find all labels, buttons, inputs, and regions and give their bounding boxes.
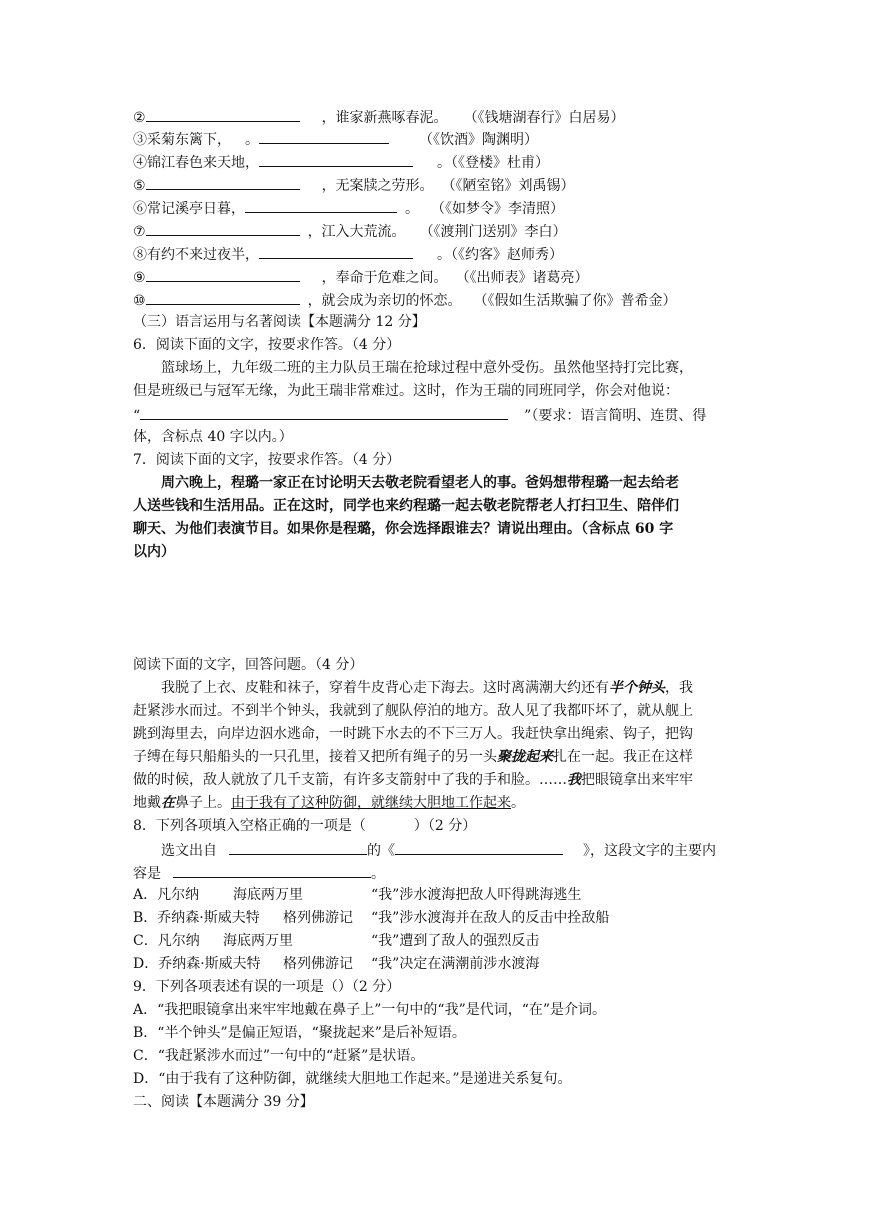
passage-text: 扎在一起。我正在这样 [553, 749, 693, 765]
open-quote: “ [133, 408, 141, 424]
q9-title: 9．下列各项表述有误的一项是（）（2 分） [133, 979, 401, 995]
poem-line-5 [133, 174, 575, 196]
poem-line-3 [133, 128, 538, 150]
poem-prefix: ④锦江春色来天地， [133, 155, 259, 171]
answer-blank[interactable] [146, 289, 300, 305]
poem-line-9 [133, 266, 589, 288]
passage-line-4 [133, 747, 693, 767]
passage-text: 我脱了上衣、皮鞋和袜子，穿着牛皮背心走下海去。这时离满潮大约还有 [161, 680, 609, 696]
poem-prefix: ⑨ [133, 270, 146, 286]
q8-stem-text: 》，这段文字的主要内 [583, 843, 716, 859]
q8-score: ）（2 分） [413, 818, 477, 834]
passage-text: 把眼镜拿出来牢牢 [581, 772, 693, 788]
q7-title: 7．阅读下面的文字，按要求作答。（4 分） [133, 452, 401, 468]
q8-title [133, 816, 476, 836]
underlined-sentence: 由于我有了这种防御，就继续大胆地工作起来 [231, 795, 511, 811]
poem-prefix: ⑧有约不来过夜半， [133, 247, 259, 263]
q8-option-c[interactable] [133, 931, 539, 951]
answer-blank[interactable] [245, 197, 397, 213]
answer-blank[interactable] [259, 128, 389, 144]
poem-prefix: ② [133, 110, 146, 126]
poem-source: （《陋室铭》刘禹锡） [441, 178, 575, 194]
option-book: 海底两万里 [233, 887, 303, 903]
q7-bold-1: 周六晚上，程璐一家正在讨论明天去敬老院看望老人的事。爸妈想带程璐一起去给老 [161, 475, 679, 491]
q7-bold-4: 以内） [133, 544, 175, 560]
poem-suffix: ，无案牍之劳形。 [321, 178, 434, 194]
passage-text: 子缚在每只船船头的一只孔里，接着又把所有绳子的另一头 [133, 749, 497, 765]
option-book: 格列佛游记 [283, 910, 353, 926]
poem-prefix: ③采菊东篱下， [133, 132, 231, 148]
passage-line-3: 跳到海里去，向岸边泅水逃命，一时跳下水去的不下三万人。我赶快拿出绳索、钩子，把钩 [133, 726, 693, 742]
passage-text: ，我 [665, 680, 693, 696]
answer-blank[interactable] [259, 243, 413, 259]
q9-option-b[interactable]: B．“半个钟头”是偏正短语，“聚拢起来”是后补短语。 [133, 1025, 466, 1041]
poem-suffix: 。 [437, 155, 451, 171]
poem-source: （《约客》赵师秀） [451, 247, 563, 263]
content-blank[interactable] [173, 862, 371, 878]
q6-answer-line [133, 404, 706, 426]
q6-requirement: ”（要求：语言简明、连贯、得 [524, 408, 707, 424]
answer-blank[interactable] [146, 220, 300, 236]
option-book: 海底两万里 [223, 933, 293, 949]
poem-line-6 [133, 197, 564, 219]
poem-prefix: ⑥常记溪亭日暮， [133, 201, 245, 217]
passage-text: 鼻子上。 [175, 795, 231, 811]
option-author: C．凡尔纳 [133, 933, 200, 949]
poem-suffix: 。 [245, 132, 259, 148]
answer-blank[interactable] [146, 106, 300, 122]
answer-blank[interactable] [146, 174, 300, 190]
emphasis-text: 聚拢起来 [497, 749, 553, 765]
book-blank[interactable] [395, 839, 563, 855]
poem-line-2 [133, 106, 625, 128]
section-2-title: 二、阅读【本题满分 39 分】 [133, 1094, 314, 1110]
emphasis-text: 半个钟头 [609, 680, 665, 696]
option-content: “我”涉水渡海把敌人吓得跳海逃生 [371, 887, 582, 903]
poem-line-7 [133, 220, 567, 242]
poem-suffix: ，江入大荒流。 [307, 224, 406, 240]
q7-bold-2: 人送些钱和生活用品。正在这时，同学也来约程璐一起去敬老院帮老人打扫卫生、陪伴们 [133, 498, 679, 514]
poem-line-4 [133, 151, 549, 173]
option-author: D．乔纳森·斯威夫特 [133, 956, 261, 972]
option-author: B．乔纳森·斯威夫特 [133, 910, 260, 926]
poem-source: （《饮酒》陶渊明） [419, 132, 538, 148]
option-content: “我”遭到了敌人的强烈反击 [371, 933, 540, 949]
reading-intro: 阅读下面的文字，回答问题。（4 分） [133, 657, 364, 673]
passage-text: 地戴 [133, 795, 161, 811]
q8-option-d[interactable] [133, 954, 539, 974]
poem-prefix: ⑦ [133, 224, 146, 240]
q6-para-1: 篮球场上，九年级二班的主力队员王瑞在抢球过程中意外受伤。虽然他坚持打完比赛， [161, 360, 693, 376]
poem-source: （《渡荆门送别》李白） [419, 224, 567, 240]
section-3-title: （三）语言运用与名著阅读【本题满分 12 分】 [133, 314, 426, 330]
q9-option-d[interactable]: D．“由于我有了这种防御，就继续大胆地工作起来。”是递进关系复句。 [133, 1071, 572, 1087]
poem-line-8 [133, 243, 563, 265]
passage-line-2: 赶紧涉水而过。不到半个钟头，我就到了舰队停泊的地方。敌人见了我都吓坏了，就从舰上 [133, 703, 693, 719]
poem-source: （《假如生活欺骗了你》普希金） [473, 293, 677, 309]
poem-suffix: 。 [405, 201, 419, 217]
poem-source: （《如梦令》李清照） [431, 201, 564, 217]
option-book: 格列佛游记 [283, 956, 353, 972]
q6-para-4: 体，含标点 40 字以内。） [133, 429, 293, 445]
passage-text: 做的时候，敌人就放了几千支箭，有许多支箭射中了我的手和脸。…… [133, 772, 567, 788]
passage-line-1 [161, 678, 693, 698]
passage-text: 。 [511, 795, 525, 811]
poem-suffix: ，就会成为亲切的怀恋。 [307, 293, 462, 309]
poem-prefix: ⑤ [133, 178, 146, 194]
poem-suffix: ，奉命于危难之间。 [321, 270, 448, 286]
q8-title-text: 8．下列各项填入空格正确的一项是（ [133, 818, 366, 834]
q6-para-2: 但是班级已与冠军无缘，为此王瑞非常难过。这时，作为王瑞的同班同学，你会对他说： [133, 383, 679, 399]
poem-suffix: ，谁家新燕啄春泥。 [321, 110, 448, 126]
poem-source: （《出师表》诸葛亮） [455, 270, 589, 286]
q8-stem-text: 的《 [367, 843, 395, 859]
poem-source: （《钱塘湖春行》白居易） [463, 110, 625, 126]
q8-stem-text: 。 [371, 866, 385, 882]
answer-blank[interactable] [146, 266, 300, 282]
option-author: A．凡尔纳 [133, 887, 200, 903]
passage-line-6 [133, 793, 525, 813]
q8-stem-2 [133, 862, 385, 884]
option-content: “我”涉水渡海并在敌人的反击中拴敌船 [371, 910, 610, 926]
poem-prefix: ⑩ [133, 293, 146, 309]
q8-option-b[interactable] [133, 908, 609, 928]
answer-blank[interactable] [259, 151, 413, 167]
q8-stem-text: 选文出自 [161, 843, 217, 859]
q7-bold-3: 聊天、为他们表演节目。如果你是程璐，你会选择跟谁去？请说出理由。（含标点 60 字 [133, 521, 674, 537]
q8-stem-text: 容是 [133, 866, 161, 882]
option-content: “我”决定在满潮前涉水渡海 [371, 956, 540, 972]
q9-option-c[interactable]: C．“我赶紧涉水而过”一句中的“赶紧”是状语。 [133, 1048, 425, 1064]
q6-title: 6．阅读下面的文字，按要求作答。（4 分） [133, 337, 401, 353]
emphasis-text: 在 [161, 795, 175, 811]
q9-option-a[interactable]: A．“我把眼镜拿出来牢牢地戴在鼻子上”一句中的“我”是代词，“在”是介词。 [133, 1002, 607, 1018]
author-blank[interactable] [229, 839, 367, 855]
poem-line-10 [133, 289, 677, 311]
q8-option-a[interactable] [133, 885, 581, 905]
q6-answer-blank[interactable] [140, 404, 508, 420]
poem-suffix: 。 [437, 247, 451, 263]
emphasis-text: 我 [567, 772, 581, 788]
passage-line-5 [133, 770, 693, 790]
poem-source: （《登楼》杜甫） [451, 155, 549, 171]
q8-stem-1 [161, 839, 716, 861]
